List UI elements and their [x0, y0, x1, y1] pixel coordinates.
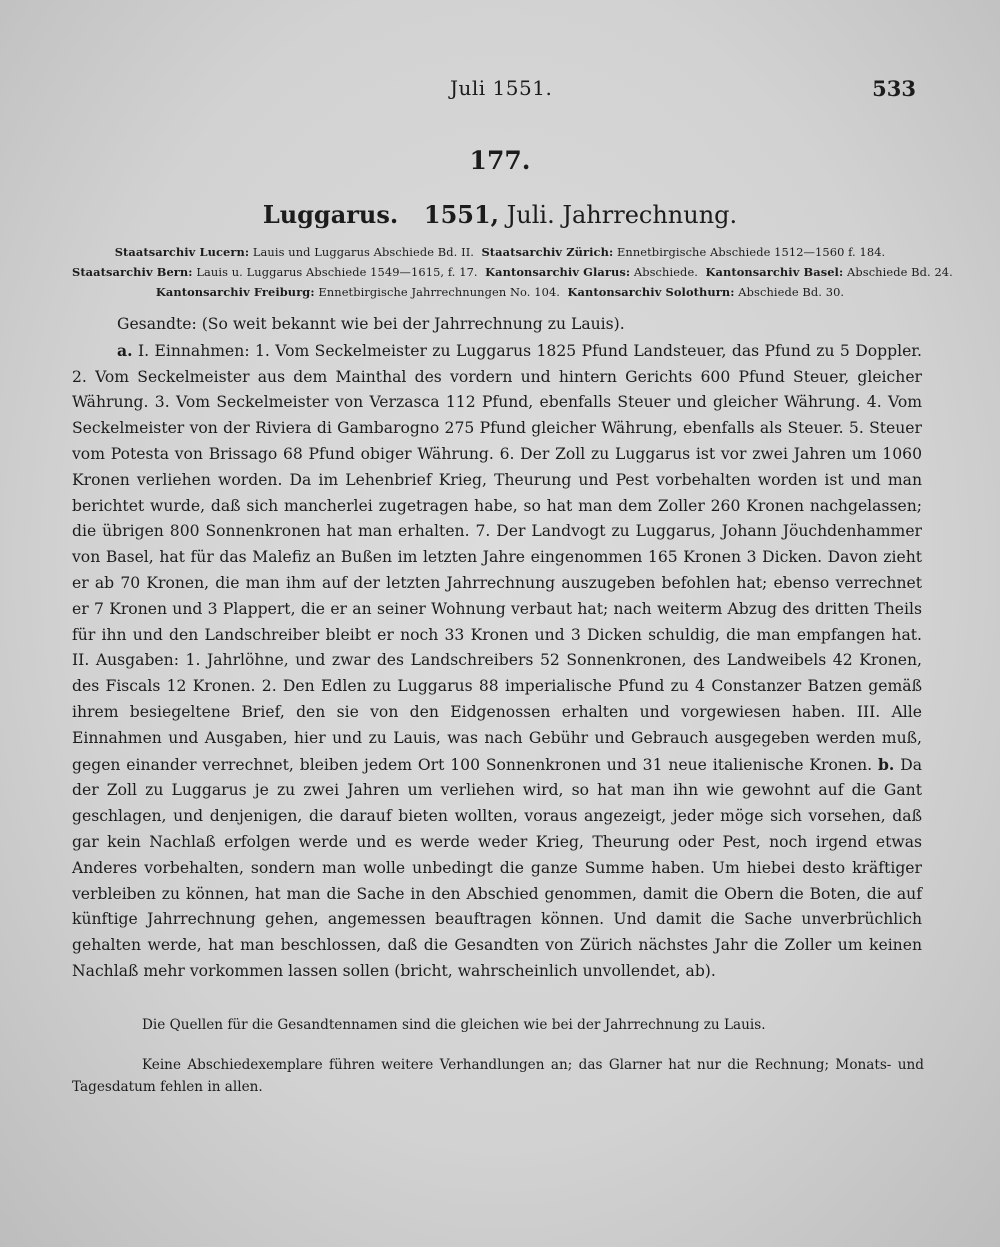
main-text [72, 312, 922, 985]
archive-label: Kantonsarchiv Freiburg: [155, 285, 315, 299]
archive-reference: Abschiede Bd. 30. [738, 285, 845, 299]
archive-label: Kantonsarchiv Basel: [705, 265, 844, 279]
editorial-note: Keine Abschiedexemplare führen weitere Verhandlungen an; das Glarner hat nur die Rechnung; Monats- und Tagesdatum fehlen in allen. [72, 1056, 924, 1095]
document-place: Luggarus. [262, 200, 399, 229]
archive-reference: Lauis u. Luggarus Abschiede 1549—1615, f. 17. [196, 265, 478, 279]
section-a-text: I. Einnahmen: 1. Vom Seckelmeister zu Luggarus 1825 Pfund Landsteuer, das Pfund zu 5 Doppler. 2. Vom Seckelmeister aus dem Mainthal des vordern und hintern Gerichts 600 Pfund Steuer, gleicher Währung. 3. Vom Seckelmeister von Verzasca 112 Pfund, ebenfalls Steuer und gleicher Währung. 4. Vom Seckelmeister von der Riviera di Gambarogno 275 Pfund gleicher Währung, ebenfalls als Steuer. 5. Steuer vom Potesta von Brissago 68 Pfund obiger Währung. 6. Der Zoll zu Luggarus ist vor zwei Jahren um 1060 Kronen verliehen worden. Da im Lehenbrief Krieg, Theurung und Pest vorbehalten worden ist und man berichtet wurde, daß sich mancherlei zugetragen habe, so hat man dem Zoller 260 Kronen nachgelassen; die übrigen 800 Sonnenkronen hat man erhalten. 7. Der Landvogt zu Luggarus, Johann Jöuchdenhammer von Basel, hat für das Malefiz an Bußen im letzten Jahre eingenommen 165 Kronen 3 Dicken. Davon zieht er ab 70 Kronen, die man ihm auf der letzten Jahrrechnung auszugeben befohlen hat; ebenso verrechnet er 7 Kronen und 3 Plappert, die er an seiner Wohnung verbaut hat; nach weiterm Abzug des dritten Theils für ihn und den Landschreiber bleibt er noch 33 Kronen und 3 Dicken schuldig, die man empfangen hat. II. Ausgaben: 1. Jahrlöhne, und zwar des Landschreibers 52 Sonnenkronen, des Landweibels 42 Kronen, des Fiscals 12 Kronen. 2. Den Edlen zu Luggarus 88 imperialische Pfund zu 4 Constanzer Batzen gemäß ihrem besiegeltene Brief, den sie von den Eidgenossen erhalten und vorgewiesen haben. III. Alle Einnahmen und Ausgaben, hier und zu Lauis, was nach Gebühr und Gebrauch ausgegeben werden muß, gegen einander verrechnet, bleiben jedem Ort 100 Sonnenkronen und 31 neue italienische Kronen. [72, 341, 922, 774]
document-number: 177. [469, 146, 531, 175]
section-b-text: Da der Zoll zu Luggarus je zu zwei Jahren um verliehen wird, so hat man ihn wie gewohnt auf die Gant geschlagen, und denjenigen, die darauf bieten wollten, voraus angezeigt, jeder möge sich vorsehen, daß gar kein Nachlaß erfolgen werde und es werde weder Krieg, Theurung oder Pest, noch irgend etwas Anderes vorbehalten, sondern man wolle unbedingt die ganze Summe haben. Um hiebei desto kräftiger verbleiben zu können, hat man die Sache in den Abschied genommen, damit die Obern die Boten, die auf künftige Jahrrechnung gehen, angemessen beauftragen können. Und damit die Sache unverbrüchlich gehalten werde, hat man beschlossen, daß die Gesandten von Zürich nächstes Jahr die Zoller um keinen Nachlaß mehr vorkommen lassen sollen (bricht, wahrscheinlich unvollendet, ab). [72, 755, 922, 980]
section-marker-b: b. [877, 754, 895, 774]
sources-line [72, 282, 928, 302]
document-year: 1551, [423, 200, 500, 229]
sources-line [72, 242, 928, 262]
document-subject: Jahrrechnung. [562, 201, 738, 229]
archive-reference: Ennetbirgische Abschiede 1512—1560 f. 184. [617, 245, 886, 259]
envoys-paragraph: Gesandte: (So weit bekannt wie bei der Jahrrechnung zu Lauis). [117, 315, 625, 333]
document-title [0, 200, 1000, 229]
archive-sources [72, 242, 953, 302]
archive-reference: Abschiede Bd. 24. [847, 265, 953, 279]
archive-label: Staatsarchiv Bern: [72, 265, 193, 279]
page-number: 533 [872, 76, 916, 101]
archive-reference: Abschiede. [633, 265, 699, 279]
running-head [0, 76, 1000, 106]
document-month: Juli. [506, 201, 555, 229]
archive-label: Staatsarchiv Zürich: [481, 245, 614, 259]
archive-label: Staatsarchiv Lucern: [114, 245, 250, 259]
editorial-note: Die Quellen für die Gesandtennamen sind die gleichen wie bei der Jahrrechnung zu Lauis. [142, 1016, 766, 1033]
running-title: Juli 1551. [450, 76, 553, 100]
archive-reference: Ennetbirgische Jahrrechnungen No. 104. [318, 285, 561, 299]
resolution-paragraph [72, 338, 922, 985]
archive-label: Kantonsarchiv Glarus: [485, 265, 631, 279]
archive-label: Kantonsarchiv Solothurn: [567, 285, 735, 299]
section-marker-a: a. [117, 340, 133, 360]
sources-line [72, 262, 953, 282]
archive-reference: Lauis und Luggarus Abschiede Bd. II. [252, 245, 475, 259]
